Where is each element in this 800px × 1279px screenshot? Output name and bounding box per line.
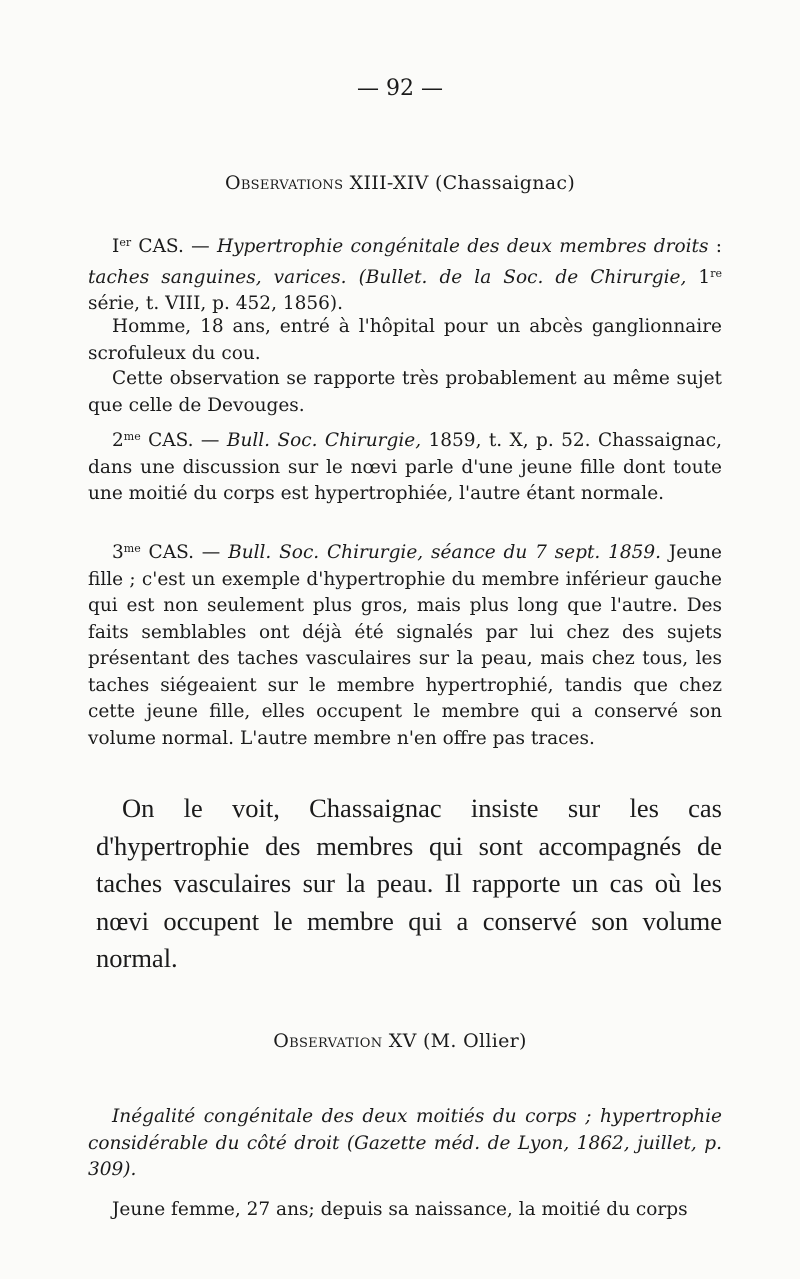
case-1-details: taches sanguines, varices. (Bullet. de la Soc. de Chirurgie, bbox=[88, 266, 687, 288]
case-2-ref: Bull. Soc. Chirurgie, bbox=[226, 430, 422, 451]
observation-heading bbox=[0, 172, 800, 194]
case-1-ref-num: 1 bbox=[686, 266, 711, 288]
case-1-number: I bbox=[112, 236, 120, 257]
case-1-paragraph-2: Cette observation se rapporte très probablement au même sujet que celle de Devouges. bbox=[88, 368, 722, 416]
case-2-label: CAS. — bbox=[140, 430, 227, 451]
observation-xv-first-line: Jeune femme, 27 ans; depuis sa naissance, la moitié du corps bbox=[112, 1199, 688, 1220]
case-3-number: 3 bbox=[112, 542, 124, 563]
case-3-ref: Bull. Soc. Chirurgie, séance du 7 sept. 1859. bbox=[228, 542, 662, 563]
observation-heading-prefix: Observations bbox=[224, 172, 344, 194]
summary-paragraph: On le voit, Chassaignac insiste sur les cas d'hypertrophie des membres qui sont accompagnés de taches vasculaires sur la peau. Il rapporte un cas où les nœvi occupent le membre qui a conservé son volume normal. bbox=[96, 793, 722, 973]
case-1-paragraph-1: Homme, 18 ans, entré à l'hôpital pour un abcès ganglionnaire scrofuleux du cou. bbox=[88, 316, 722, 364]
observation-xv-prefix: Observation bbox=[273, 1030, 383, 1052]
case-1-label: CAS. — bbox=[131, 236, 217, 257]
case-2-sup: me bbox=[123, 430, 141, 443]
observation-heading-rest: XIII-XIV (Chassaignac) bbox=[343, 172, 576, 194]
case-2-text: Chassaignac, dans une discussion sur le nœvi parle d'une jeune fille dont toute une moitié du corps est hypertrophiée, l'autre étant normale. bbox=[88, 430, 723, 504]
case-2-ref-rest: 1859, t. X, p. 52. bbox=[421, 430, 591, 451]
case-1-sup: er bbox=[119, 236, 132, 249]
case-2-paragraph bbox=[88, 424, 722, 508]
case-1-sep: : bbox=[708, 236, 722, 257]
case-1-ref-sup: re bbox=[710, 266, 722, 280]
case-1-ref: série, t. VIII, p. 452, 1856). bbox=[88, 293, 344, 314]
observation-xv-subtitle: Inégalité congénitale des deux moitiés du corps ; hypertrophie considérable du côté droit (Gazette méd. de Lyon, 1862, juillet, p. 309). bbox=[88, 1106, 722, 1180]
case-3-text: Jeune fille ; c'est un exemple d'hypertrophie du membre inférieur gauche qui est non seulement plus gros, mais plus long que l'autre. Des faits semblables ont déjà été signalés par lui chez des sujets présentant des taches vasculaires sur la peau, mais chez tous, les taches siégeaient sur le membre hypertrophié, tandis que chez cette jeune fille, elles occupent le membre qui a conservé son volume normal. L'autre membre n'en offre pas traces. bbox=[88, 542, 722, 749]
case-1-heading bbox=[88, 230, 722, 318]
case-2-number: 2 bbox=[112, 430, 124, 451]
observation-xv-heading bbox=[0, 1030, 800, 1052]
case-1-title: Hypertrophie congénitale des deux membres droits bbox=[216, 236, 709, 257]
case-3-sup: me bbox=[123, 542, 141, 555]
case-3-label: CAS. — bbox=[140, 542, 229, 563]
page-number: — 92 — bbox=[357, 76, 443, 101]
case-3-paragraph bbox=[88, 536, 722, 752]
observation-xv-rest: XV (M. Ollier) bbox=[382, 1030, 527, 1052]
